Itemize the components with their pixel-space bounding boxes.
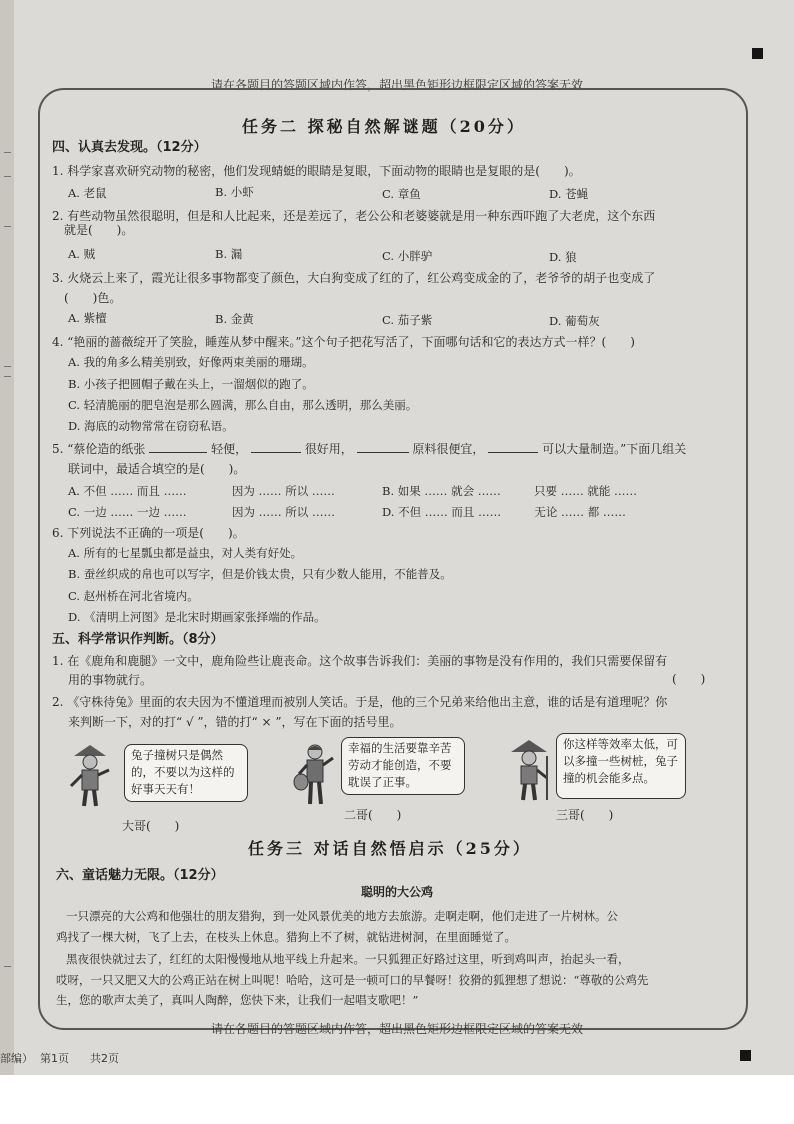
q4-5-blank-2[interactable] <box>251 440 301 453</box>
bottom-notice: 请在各题目的答题区域内作答，超出黑色矩形边框限定区域的答案无效 <box>210 1022 583 1036</box>
q4-2-option-c[interactable]: C. 小胖驴 <box>382 249 433 263</box>
q5-2-line1: 2. 《守株待兔》里面的农夫因为不懂道理而被别人笑话。于是，他的三个兄弟来给他出主意，谁的话是有道理呢？你 <box>52 695 668 709</box>
q4-4-option-b[interactable]: B. 小孩子把圆帽子戴在头上，一溜烟似的跑了。 <box>68 377 314 391</box>
q4-6-option-b[interactable]: B. 蚕丝织成的帛也可以写字，但是价钱太贵，只有少数人能用，不能普及。 <box>68 567 452 581</box>
q4-1-option-d[interactable]: D. 苍蝇 <box>549 187 589 201</box>
edge-tick <box>4 966 11 967</box>
q4-6-option-a[interactable]: A. 所有的七星瓢虫都是益虫，对人类有好处。 <box>68 546 303 560</box>
q4-5-option-c-2: 因为 …… 所以 …… <box>231 505 335 519</box>
footer-left-text: 部编） <box>0 1052 33 1065</box>
footer-page-number: 第1页 <box>40 1052 69 1065</box>
story-line-4: 哎呀，一只又肥又大的公鸡正站在树上叫呢！哈哈，这可是一顿可口的早餐呀！狡猾的狐狸想了想说：“尊敬的公鸡先 <box>56 973 649 987</box>
q4-3-option-d[interactable]: D. 葡萄灰 <box>549 314 600 328</box>
brother3-caption[interactable]: 三哥( ) <box>556 808 614 822</box>
registration-marker-bottom <box>740 1050 751 1061</box>
farmer-figure-3-icon <box>507 736 551 802</box>
q4-2-option-a[interactable]: A. 贼 <box>68 247 96 261</box>
top-notice: 请在各题目的答题区域内作答，超出黑色矩形边框限定区域的答案无效 <box>210 78 583 92</box>
q4-6-option-c[interactable]: C. 赵州桥在河北省境内。 <box>68 589 199 603</box>
brother3-speech-bubble: 你这样等效率太低，可以多撞一些树桩，兔子撞的机会能多点。 <box>556 733 686 799</box>
story-line-5: 生，您的歌声太美了，真叫人陶醉，您快下来，让我们一起唱支歌吧！” <box>56 993 419 1007</box>
q4-5-seg5: 可以大量制造。”下面几组关 <box>542 442 687 456</box>
q4-1-option-b[interactable]: B. 小虾 <box>215 185 254 199</box>
q4-5-option-a[interactable] <box>68 483 335 499</box>
section4-heading: 四、认真去发现。（12分） <box>52 140 207 155</box>
q4-5-option-b-2: 只要 …… 就能 …… <box>534 484 638 498</box>
q4-4-text: 4. “艳丽的蔷薇绽开了笑脸，睡莲从梦中醒来。”这个句子把花写活了，下面哪句话和它的表达方式一样？( ) <box>52 335 635 349</box>
q4-2-option-d[interactable]: D. 狼 <box>549 250 577 264</box>
q5-1-line2: 用的事物就行。 <box>68 673 153 687</box>
q4-3-option-a[interactable]: A. 紫檀 <box>68 311 107 325</box>
q5-1-answer-blank[interactable]: ( ) <box>672 672 706 686</box>
footer-total-pages: 共2页 <box>90 1052 119 1065</box>
q4-5-seg4: 原料很便宜， <box>412 442 485 456</box>
q4-3-option-c[interactable]: C. 茄子紫 <box>382 313 433 327</box>
brother2-caption[interactable]: 二哥( ) <box>344 808 402 822</box>
q5-1-line1: 1. 在《鹿角和鹿腿》一文中，鹿角险些让鹿丧命。这个故事告诉我们：美丽的事物是没有作用的，我们只需要保留有 <box>52 654 668 668</box>
q4-2-line1: 2. 有些动物虽然很聪明，但是和人比起来，还是差远了，老公公和老婆婆就是用一种东西吓跑了大老虎，这个东西 <box>52 209 656 223</box>
brother1-speech-bubble: 兔子撞树只是偶然的，不要以为这样的好事天天有！ <box>124 744 248 802</box>
task3-title: 任务三 对话自然悟启示（25分） <box>248 839 532 858</box>
q4-5-seg1: 5. “蔡伦造的纸张 <box>52 442 146 456</box>
edge-tick <box>4 226 11 227</box>
q4-5-blank-4[interactable] <box>488 440 538 453</box>
story-line-2: 鸡找了一棵大树，飞了上去，在枝头上休息。猎狗上不了树，就钻进树洞，在里面睡觉了。 <box>56 930 516 944</box>
q4-2-option-b[interactable]: B. 漏 <box>215 247 243 261</box>
q4-5-option-d-1: D. 不但 …… 而且 …… <box>382 505 502 519</box>
registration-marker-top <box>752 48 763 59</box>
q4-5-option-d[interactable] <box>382 504 626 520</box>
q4-5-blank-3[interactable] <box>357 440 409 453</box>
q4-2-line2: 就是( )。 <box>64 223 134 237</box>
q4-5-option-d-2: 无论 …… 都 …… <box>534 505 626 519</box>
edge-tick <box>4 366 11 367</box>
q4-4-option-d[interactable]: D. 海底的动物常常在窃窃私语。 <box>68 419 234 433</box>
q4-5-seg3: 很好用， <box>304 442 353 456</box>
q4-1-option-a[interactable]: A. 老鼠 <box>68 186 107 200</box>
brother2-speech-bubble: 幸福的生活要靠辛苦劳动才能创造，不要耽误了正事。 <box>341 737 465 795</box>
q4-4-option-c[interactable]: C. 轻清脆丽的肥皂泡是那么圆满，那么自由，那么透明，那么美丽。 <box>68 398 418 412</box>
q5-2-line2: 来判断一下，对的打“ √ ”，错的打“ × ”，写在下面的括号里。 <box>68 715 402 729</box>
section6-heading: 六、童话魅力无限。（12分） <box>56 868 224 883</box>
q4-3-line1: 3. 火烧云上来了，霞光让很多事物都变了颜色，大白狗变成了红的了，红公鸡变成金的了，老爷爷的胡子也变成了 <box>52 271 656 285</box>
q4-3-option-b[interactable]: B. 金黄 <box>215 312 254 326</box>
edge-tick <box>4 152 11 153</box>
q4-6-text: 6. 下列说法不正确的一项是( )。 <box>52 526 245 540</box>
q4-4-option-a[interactable]: A. 我的角多么精美别致，好像两束美丽的珊瑚。 <box>68 355 314 369</box>
story-line-1: 一只漂亮的大公鸡和他强壮的朋友猎狗，到一处风景优美的地方去旅游。走啊走啊，他们走进了一片树林。公 <box>66 909 618 923</box>
task2-title: 任务二 探秘自然解谜题（20分） <box>242 117 526 136</box>
brother1-caption[interactable]: 大哥( ) <box>122 819 180 833</box>
q4-6-option-d[interactable]: D. 《清明上河图》是北宋时期画家张择端的作品。 <box>68 610 326 624</box>
edge-tick <box>4 176 11 177</box>
story-title: 聪明的大公鸡 <box>360 885 433 899</box>
q4-5-seg2: 轻便， <box>211 442 248 456</box>
q4-5-option-b[interactable] <box>382 483 637 499</box>
q4-3-line2: ( )色。 <box>64 291 122 305</box>
q4-5-option-c-1: C. 一边 …… 一边 …… <box>68 505 187 519</box>
farmer-figure-1-icon <box>68 742 112 808</box>
q4-5-line1 <box>52 440 686 457</box>
q4-1-option-c[interactable]: C. 章鱼 <box>382 187 421 201</box>
q4-5-option-a-2: 因为 …… 所以 …… <box>231 484 335 498</box>
q4-5-option-a-1: A. 不但 …… 而且 …… <box>68 484 187 498</box>
q4-5-blank-1[interactable] <box>149 440 207 453</box>
story-line-3: 黑夜很快就过去了，红红的太阳慢慢地从地平线上升起来。一只狐狸正好路过这里，听到鸡叫声，抬起头一看， <box>66 952 630 966</box>
q4-5-option-c[interactable] <box>68 504 335 520</box>
edge-tick <box>4 376 11 377</box>
q4-5-line2: 联词中，最适合填空的是( )。 <box>68 462 246 476</box>
left-page-edge <box>0 0 14 1075</box>
farmer-figure-2-icon <box>293 740 337 806</box>
section5-heading: 五、科学常识作判断。（8分） <box>52 632 224 647</box>
q4-5-option-b-1: B. 如果 …… 就会 …… <box>382 484 501 498</box>
q4-1-text: 1. 科学家喜欢研究动物的秘密，他们发现蜻蜓的眼睛是复眼，下面动物的眼睛也是复眼的是( )。 <box>52 164 581 178</box>
